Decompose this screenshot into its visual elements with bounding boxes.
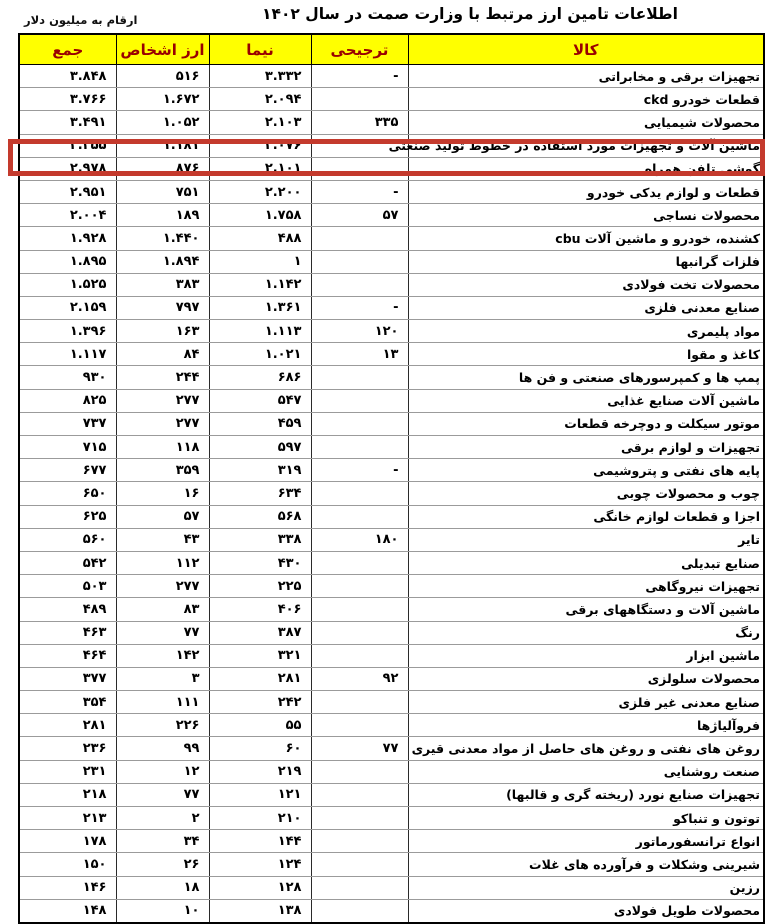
- cell-kala: توتون و تنباکو: [408, 807, 764, 830]
- table-row: [19, 227, 764, 250]
- column-header-jam: جمع: [19, 34, 116, 65]
- table-row: [19, 528, 764, 551]
- cell-jam: ۱.۱۱۷: [19, 343, 116, 366]
- cell-jam: ۲.۹۵۱: [19, 180, 116, 203]
- table-row: [19, 760, 764, 783]
- cell-kala: فروآلیاژها: [408, 714, 764, 737]
- cell-tarjihi: ۱۲۰: [311, 320, 408, 343]
- cell-nima: ۳.۳۳۲: [209, 65, 311, 88]
- cell-nima: ۶۳۴: [209, 482, 311, 505]
- table-row: [19, 691, 764, 714]
- table-header: [19, 34, 764, 65]
- table-row: [19, 180, 764, 203]
- cell-ashkhas: ۱۱۸: [116, 436, 209, 459]
- cell-ashkhas: ۲۷۷: [116, 575, 209, 598]
- cell-tarjihi: -: [311, 180, 408, 203]
- cell-jam: ۲.۰۰۴: [19, 204, 116, 227]
- cell-tarjihi: [311, 760, 408, 783]
- cell-jam: ۱.۸۹۵: [19, 250, 116, 273]
- cell-jam: ۷۱۵: [19, 436, 116, 459]
- cell-nima: ۲.۰۹۴: [209, 88, 311, 111]
- cell-jam: ۵۴۲: [19, 551, 116, 574]
- cell-ashkhas: ۳۵۹: [116, 459, 209, 482]
- column-header-tarjihi: ترجیحی: [311, 34, 408, 65]
- cell-nima: ۲۱۰: [209, 807, 311, 830]
- cell-tarjihi: [311, 714, 408, 737]
- cell-ashkhas: ۴۳: [116, 528, 209, 551]
- cell-kala: قطعات و لوازم یدکی خودرو: [408, 180, 764, 203]
- cell-jam: ۷۳۷: [19, 412, 116, 435]
- cell-tarjihi: [311, 436, 408, 459]
- cell-kala: ماشین ابزار: [408, 644, 764, 667]
- cell-nima: ۲۸۱: [209, 667, 311, 690]
- cell-kala: تایر: [408, 528, 764, 551]
- unit-note: ارقام به میلیون دلار: [24, 13, 138, 27]
- cell-kala: رزین: [408, 876, 764, 899]
- table-row: [19, 830, 764, 853]
- cell-kala: موتور سیکلت و دوچرخه قطعات: [408, 412, 764, 435]
- cell-tarjihi: [311, 366, 408, 389]
- cell-jam: ۳.۷۶۶: [19, 88, 116, 111]
- currency-table: [18, 33, 765, 924]
- table-row: [19, 551, 764, 574]
- table-row: [19, 320, 764, 343]
- cell-tarjihi: [311, 644, 408, 667]
- cell-kala: پایه های نفتی و پتروشیمی: [408, 459, 764, 482]
- cell-kala: تجهیزات نیروگاهی: [408, 575, 764, 598]
- cell-jam: ۵۶۰: [19, 528, 116, 551]
- table-row: [19, 343, 764, 366]
- cell-tarjihi: -: [311, 459, 408, 482]
- cell-nima: ۱۲۸: [209, 876, 311, 899]
- cell-kala: شیرینی وشکلات و فرآورده های غلات: [408, 853, 764, 876]
- cell-kala: فلزات گرانبها: [408, 250, 764, 273]
- cell-kala: ماشین آلات صنایع غذایی: [408, 389, 764, 412]
- cell-nima: ۱: [209, 250, 311, 273]
- table-row: [19, 714, 764, 737]
- cell-jam: ۱۵۰: [19, 853, 116, 876]
- cell-ashkhas: ۲: [116, 807, 209, 830]
- cell-jam: ۳.۴۹۱: [19, 111, 116, 134]
- cell-nima: ۱.۱۱۳: [209, 320, 311, 343]
- table-row: [19, 296, 764, 319]
- table-row: [19, 505, 764, 528]
- cell-tarjihi: [311, 830, 408, 853]
- cell-ashkhas: ۱۱۲: [116, 551, 209, 574]
- cell-kala: صنایع تبدیلی: [408, 551, 764, 574]
- cell-nima: ۳۱۹: [209, 459, 311, 482]
- cell-kala: محصولات طویل فولادی: [408, 899, 764, 923]
- cell-ashkhas: ۱۰: [116, 899, 209, 923]
- cell-nima: ۱۴۴: [209, 830, 311, 853]
- cell-jam: ۳۷۷: [19, 667, 116, 690]
- cell-ashkhas: ۱.۰۵۲: [116, 111, 209, 134]
- cell-tarjihi: -: [311, 296, 408, 319]
- cell-kala: محصولات تخت فولادی: [408, 273, 764, 296]
- cell-jam: ۲۳۱: [19, 760, 116, 783]
- cell-ashkhas: ۳: [116, 667, 209, 690]
- cell-ashkhas: ۱.۸۹۴: [116, 250, 209, 273]
- cell-ashkhas: ۱۱۱: [116, 691, 209, 714]
- cell-kala: گوشی تلفن همراه: [408, 157, 764, 180]
- cell-nima: ۲.۱۰۱: [209, 157, 311, 180]
- cell-tarjihi: [311, 783, 408, 806]
- cell-kala: ماشین آلات و تجهیزات مورد استفاده در خطوط تولید صنعتی: [408, 134, 764, 157]
- table-row: [19, 621, 764, 644]
- cell-ashkhas: ۱.۱۸۱: [116, 134, 209, 157]
- table-row: [19, 459, 764, 482]
- cell-nima: ۱۳۸: [209, 899, 311, 923]
- cell-jam: ۴۶۴: [19, 644, 116, 667]
- cell-kala: صنایع معدنی فلزی: [408, 296, 764, 319]
- column-header-nima: نیما: [209, 34, 311, 65]
- cell-jam: ۲.۱۵۹: [19, 296, 116, 319]
- cell-tarjihi: ۵۷: [311, 204, 408, 227]
- cell-nima: ۱۲۱: [209, 783, 311, 806]
- cell-tarjihi: [311, 505, 408, 528]
- cell-ashkhas: ۳۴: [116, 830, 209, 853]
- cell-ashkhas: ۱۸۹: [116, 204, 209, 227]
- cell-nima: ۱۲۴: [209, 853, 311, 876]
- cell-nima: ۲.۲۰۰: [209, 180, 311, 203]
- table-row: [19, 134, 764, 157]
- cell-nima: ۱.۳۶۱: [209, 296, 311, 319]
- cell-kala: اجزا و قطعات لوازم خانگی: [408, 505, 764, 528]
- cell-kala: مواد پلیمری: [408, 320, 764, 343]
- cell-jam: ۶۷۷: [19, 459, 116, 482]
- cell-nima: ۲.۰۷۶: [209, 134, 311, 157]
- cell-tarjihi: ۱۳: [311, 343, 408, 366]
- cell-ashkhas: ۱.۶۷۲: [116, 88, 209, 111]
- table-row: [19, 65, 764, 88]
- cell-tarjihi: [311, 250, 408, 273]
- cell-kala: ماشین آلات و دستگاههای برقی: [408, 598, 764, 621]
- cell-tarjihi: [311, 876, 408, 899]
- table-row: [19, 598, 764, 621]
- cell-jam: ۲۱۸: [19, 783, 116, 806]
- cell-jam: ۱.۹۲۸: [19, 227, 116, 250]
- cell-nima: ۴۵۹: [209, 412, 311, 435]
- table-row: [19, 644, 764, 667]
- cell-tarjihi: [311, 807, 408, 830]
- cell-jam: ۸۲۵: [19, 389, 116, 412]
- cell-kala: محصولات شیمیایی: [408, 111, 764, 134]
- page-title: اطلاعات تامین ارز مرتبط با وزارت صمت در سال ۱۴۰۲: [262, 5, 678, 23]
- table-row: [19, 204, 764, 227]
- cell-ashkhas: ۲۷۷: [116, 412, 209, 435]
- table-row: [19, 737, 764, 760]
- cell-jam: ۳.۸۴۸: [19, 65, 116, 88]
- column-header-ashkhas: ارز اشخاص: [116, 34, 209, 65]
- cell-ashkhas: ۲۷۷: [116, 389, 209, 412]
- cell-tarjihi: [311, 227, 408, 250]
- column-header-kala: کالا: [408, 34, 764, 65]
- table-row: [19, 575, 764, 598]
- cell-kala: روغن های نفتی و روغن های حاصل از مواد معدنی قیری: [408, 737, 764, 760]
- cell-ashkhas: ۱۶۳: [116, 320, 209, 343]
- table-row: [19, 436, 764, 459]
- table-row-highlighted: [19, 157, 764, 180]
- cell-kala: انواع ترانسفورماتور: [408, 830, 764, 853]
- cell-jam: ۲.۹۷۸: [19, 157, 116, 180]
- cell-ashkhas: ۸۷۶: [116, 157, 209, 180]
- cell-ashkhas: ۷۵۱: [116, 180, 209, 203]
- cell-nima: ۴۳۰: [209, 551, 311, 574]
- cell-nima: ۲۴۲: [209, 691, 311, 714]
- cell-nima: ۱.۰۲۱: [209, 343, 311, 366]
- table-row: [19, 273, 764, 296]
- cell-tarjihi: [311, 598, 408, 621]
- cell-tarjihi: [311, 853, 408, 876]
- cell-kala: پمپ ها و کمپرسورهای صنعتی و فن ها: [408, 366, 764, 389]
- cell-jam: ۴۶۳: [19, 621, 116, 644]
- cell-tarjihi: [311, 575, 408, 598]
- cell-nima: ۵۴۷: [209, 389, 311, 412]
- cell-jam: ۱.۳۹۶: [19, 320, 116, 343]
- cell-ashkhas: ۲۲۶: [116, 714, 209, 737]
- cell-nima: ۵۶۸: [209, 505, 311, 528]
- table-row: [19, 412, 764, 435]
- cell-nima: ۵۵: [209, 714, 311, 737]
- table-row: [19, 482, 764, 505]
- cell-nima: ۶۰: [209, 737, 311, 760]
- cell-tarjihi: -: [311, 65, 408, 88]
- cell-ashkhas: ۸۳: [116, 598, 209, 621]
- cell-nima: ۱.۷۵۸: [209, 204, 311, 227]
- cell-nima: ۶۸۶: [209, 366, 311, 389]
- cell-tarjihi: [311, 482, 408, 505]
- cell-tarjihi: [311, 389, 408, 412]
- table-row: [19, 250, 764, 273]
- cell-ashkhas: ۹۹: [116, 737, 209, 760]
- cell-kala: تجهیزات و لوازم برقی: [408, 436, 764, 459]
- table-row: [19, 853, 764, 876]
- table-row: [19, 111, 764, 134]
- cell-kala: محصولات نساجی: [408, 204, 764, 227]
- table-row: [19, 876, 764, 899]
- table-row: [19, 389, 764, 412]
- cell-kala: رنگ: [408, 621, 764, 644]
- cell-nima: ۲.۱۰۳: [209, 111, 311, 134]
- table-row: [19, 366, 764, 389]
- cell-tarjihi: [311, 621, 408, 644]
- cell-kala: کاغذ و مقوا: [408, 343, 764, 366]
- cell-kala: تجهیزات برقی و مخابراتی: [408, 65, 764, 88]
- cell-jam: ۱۷۸: [19, 830, 116, 853]
- cell-jam: ۱۴۸: [19, 899, 116, 923]
- cell-ashkhas: ۱۲: [116, 760, 209, 783]
- cell-nima: ۵۹۷: [209, 436, 311, 459]
- table-row: [19, 783, 764, 806]
- cell-jam: ۹۳۰: [19, 366, 116, 389]
- cell-nima: ۳۲۱: [209, 644, 311, 667]
- cell-kala: قطعات خودرو ckd: [408, 88, 764, 111]
- table-body: [19, 65, 764, 923]
- cell-kala: کشنده، خودرو و ماشین آلات cbu: [408, 227, 764, 250]
- table-row: [19, 88, 764, 111]
- cell-jam: ۲۱۳: [19, 807, 116, 830]
- cell-nima: ۴۰۶: [209, 598, 311, 621]
- cell-kala: تجهیزات صنایع نورد (ریخته گری و قالبها): [408, 783, 764, 806]
- cell-tarjihi: ۷۷: [311, 737, 408, 760]
- cell-jam: ۳۵۴: [19, 691, 116, 714]
- cell-kala: محصولات سلولزی: [408, 667, 764, 690]
- cell-nima: ۲۱۹: [209, 760, 311, 783]
- cell-ashkhas: ۱۴۲: [116, 644, 209, 667]
- table-row: [19, 899, 764, 923]
- cell-jam: ۲۳۶: [19, 737, 116, 760]
- cell-nima: ۴۸۸: [209, 227, 311, 250]
- header-row: [19, 34, 764, 65]
- cell-jam: ۵۰۳: [19, 575, 116, 598]
- cell-nima: ۳۳۸: [209, 528, 311, 551]
- cell-tarjihi: ۱۸۰: [311, 528, 408, 551]
- cell-ashkhas: ۵۷: [116, 505, 209, 528]
- cell-nima: ۲۲۵: [209, 575, 311, 598]
- cell-kala: صنعت روشنایی: [408, 760, 764, 783]
- cell-ashkhas: ۱.۴۴۰: [116, 227, 209, 250]
- cell-tarjihi: [311, 691, 408, 714]
- cell-tarjihi: [311, 551, 408, 574]
- cell-ashkhas: ۷۷: [116, 621, 209, 644]
- table-row: [19, 807, 764, 830]
- cell-tarjihi: [311, 899, 408, 923]
- cell-ashkhas: ۸۴: [116, 343, 209, 366]
- cell-ashkhas: ۷۷: [116, 783, 209, 806]
- cell-tarjihi: [311, 157, 408, 180]
- cell-tarjihi: [311, 412, 408, 435]
- cell-ashkhas: ۵۱۶: [116, 65, 209, 88]
- cell-tarjihi: [311, 273, 408, 296]
- cell-tarjihi: ۹۲: [311, 667, 408, 690]
- cell-ashkhas: ۲۶: [116, 853, 209, 876]
- cell-tarjihi: ۳۳۵: [311, 111, 408, 134]
- cell-ashkhas: ۱۸: [116, 876, 209, 899]
- cell-jam: ۶۵۰: [19, 482, 116, 505]
- cell-jam: ۴۸۹: [19, 598, 116, 621]
- cell-jam: ۳.۲۵۵: [19, 134, 116, 157]
- cell-jam: ۱۴۶: [19, 876, 116, 899]
- table-row: [19, 667, 764, 690]
- cell-jam: ۱.۵۲۵: [19, 273, 116, 296]
- cell-jam: ۶۲۵: [19, 505, 116, 528]
- cell-kala: صنایع معدنی غیر فلزی: [408, 691, 764, 714]
- cell-kala: چوب و محصولات چوبی: [408, 482, 764, 505]
- cell-ashkhas: ۷۹۷: [116, 296, 209, 319]
- cell-ashkhas: ۲۴۴: [116, 366, 209, 389]
- cell-ashkhas: ۳۸۳: [116, 273, 209, 296]
- cell-ashkhas: ۱۶: [116, 482, 209, 505]
- cell-nima: ۳۸۷: [209, 621, 311, 644]
- cell-tarjihi: [311, 88, 408, 111]
- cell-jam: ۲۸۱: [19, 714, 116, 737]
- cell-nima: ۱.۱۴۲: [209, 273, 311, 296]
